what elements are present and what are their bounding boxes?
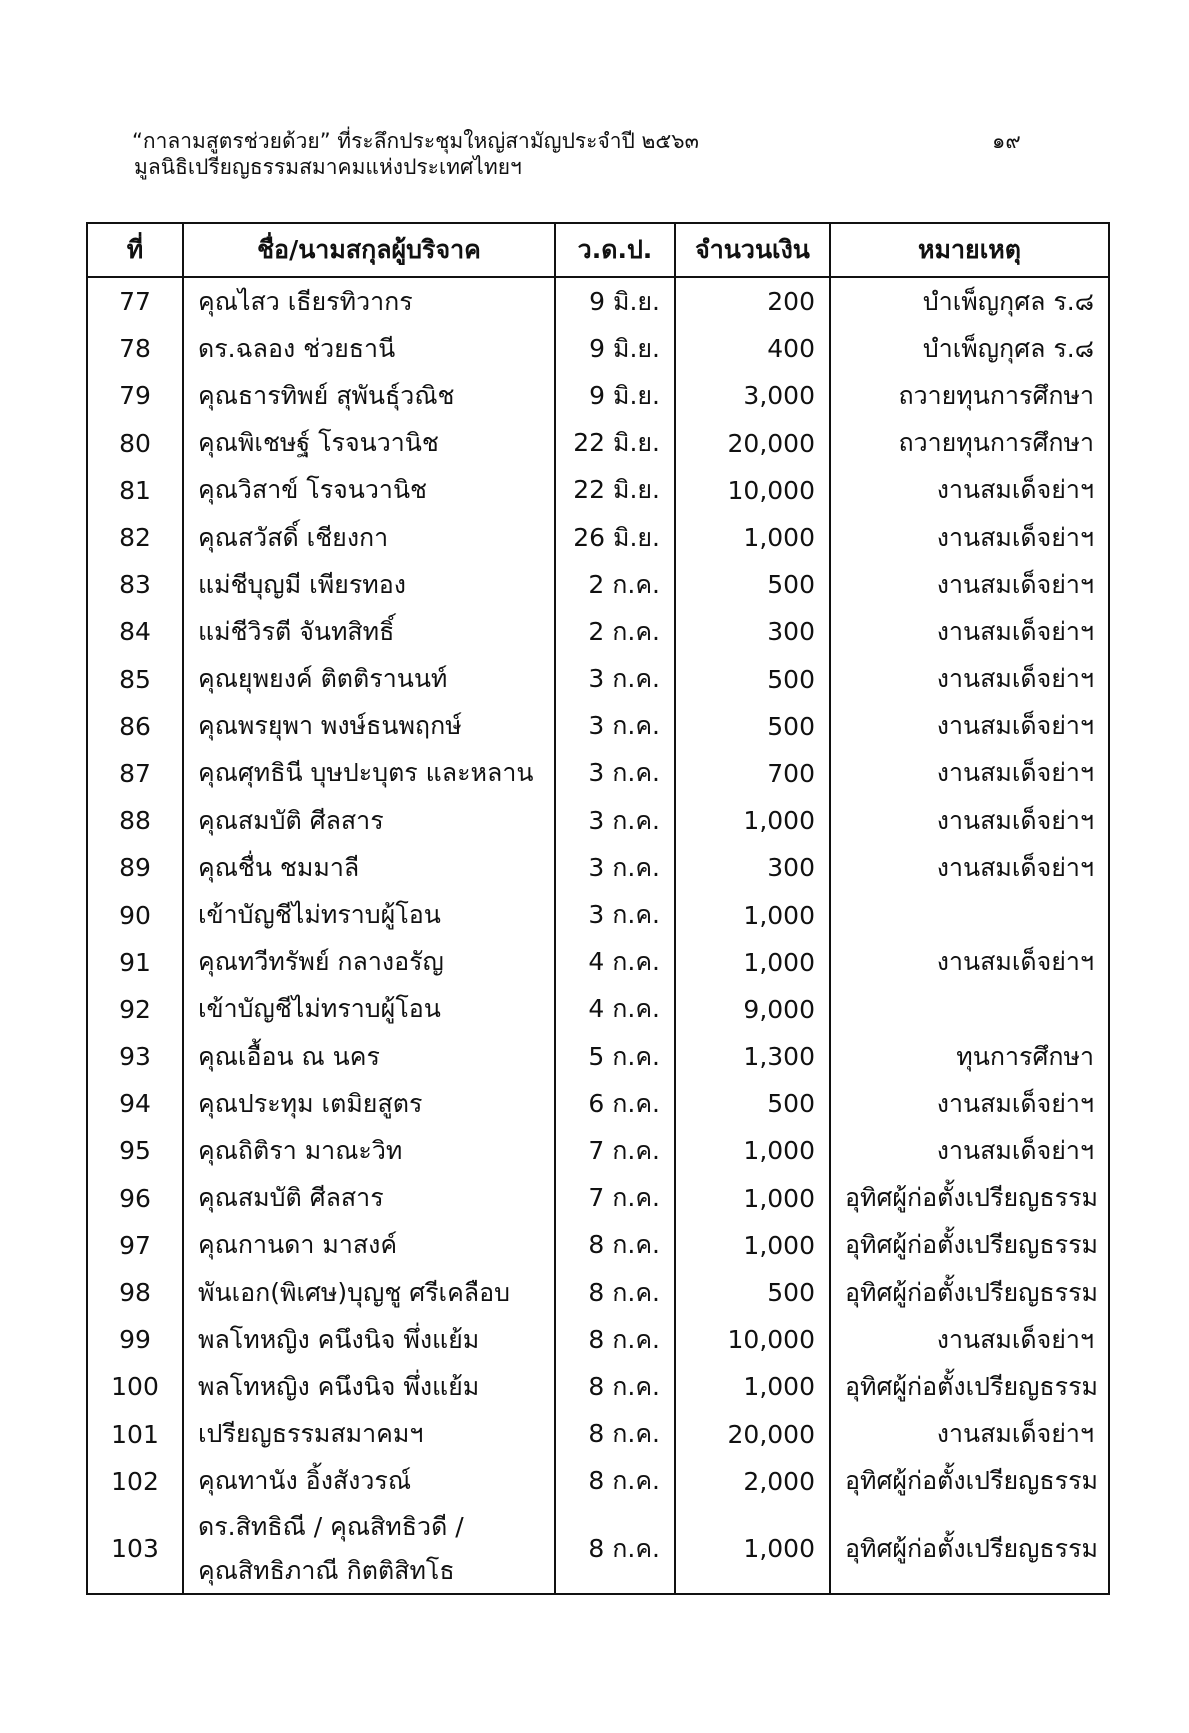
- donation-note: งานสมเด็จย่าฯ: [830, 656, 1109, 703]
- row-number: 85: [87, 656, 183, 703]
- row-number: 96: [87, 1175, 183, 1222]
- row-number: 79: [87, 372, 183, 419]
- donation-amount: 20,000: [675, 420, 830, 467]
- donation-amount: 300: [675, 608, 830, 655]
- donation-amount: 1,000: [675, 797, 830, 844]
- donation-note: บำเพ็ญกุศล ร.๘: [830, 325, 1109, 372]
- donor-name: [183, 1505, 555, 1594]
- table-row: [87, 656, 1109, 703]
- table-row: [87, 986, 1109, 1033]
- donor-name: พลโทหญิง คนึงนิจ พึ่งแย้ม: [183, 1363, 555, 1410]
- donation-amount: 200: [675, 277, 830, 325]
- table-header-row: [87, 223, 1109, 277]
- donor-name: คุณไสว เธียรทิวากร: [183, 277, 555, 325]
- donation-note: ถวายทุนการศึกษา: [830, 420, 1109, 467]
- donation-date: 3 ก.ค.: [555, 750, 675, 797]
- donation-date: 9 มิ.ย.: [555, 277, 675, 325]
- donation-note: งานสมเด็จย่าฯ: [830, 514, 1109, 561]
- donation-note: บำเพ็ญกุศล ร.๘: [830, 277, 1109, 325]
- row-number: 92: [87, 986, 183, 1033]
- table-row: [87, 1363, 1109, 1410]
- donation-date: 3 ก.ค.: [555, 703, 675, 750]
- donation-date: 8 ก.ค.: [555, 1458, 675, 1505]
- donation-note: ทุนการศึกษา: [830, 1033, 1109, 1080]
- donation-date: 4 ก.ค.: [555, 939, 675, 986]
- row-number: 90: [87, 891, 183, 938]
- row-number: 97: [87, 1222, 183, 1269]
- row-number: 86: [87, 703, 183, 750]
- donation-note: งานสมเด็จย่าฯ: [830, 608, 1109, 655]
- donation-note: งานสมเด็จย่าฯ: [830, 1080, 1109, 1127]
- donation-note: ถวายทุนการศึกษา: [830, 372, 1109, 419]
- donation-date: 8 ก.ค.: [555, 1505, 675, 1594]
- donation-amount: 500: [675, 561, 830, 608]
- row-number: 89: [87, 844, 183, 891]
- donor-name-line-1: ดร.สิทธิณี / คุณสิทธิวดี /: [198, 1511, 464, 1541]
- row-number: 91: [87, 939, 183, 986]
- donation-amount: 300: [675, 844, 830, 891]
- table-row: [87, 1458, 1109, 1505]
- row-number: 78: [87, 325, 183, 372]
- table-row: [87, 1127, 1109, 1174]
- donation-date: 8 ก.ค.: [555, 1269, 675, 1316]
- table-row: [87, 750, 1109, 797]
- donation-date: 7 ก.ค.: [555, 1175, 675, 1222]
- donation-date: 6 ก.ค.: [555, 1080, 675, 1127]
- table-row: [87, 277, 1109, 325]
- table-row: [87, 372, 1109, 419]
- donor-name: คุณพิเชษฐ์ โรจนวานิช: [183, 420, 555, 467]
- donation-date: 8 ก.ค.: [555, 1316, 675, 1363]
- donor-name: คุณประทุม เตมิยสูตร: [183, 1080, 555, 1127]
- donation-date: 8 ก.ค.: [555, 1411, 675, 1458]
- donor-name: คุณพรยุพา พงษ์ธนพฤกษ์: [183, 703, 555, 750]
- donor-name: เข้าบัญชีไม่ทราบผู้โอน: [183, 986, 555, 1033]
- donation-date: 22 มิ.ย.: [555, 420, 675, 467]
- table-row: [87, 891, 1109, 938]
- donor-name: พันเอก(พิเศษ)บุญชู ศรีเคลือบ: [183, 1269, 555, 1316]
- table-row: [87, 1033, 1109, 1080]
- donor-name: คุณยุพยงค์ ติตติรานนท์: [183, 656, 555, 703]
- donation-date: 5 ก.ค.: [555, 1033, 675, 1080]
- donation-amount: 1,000: [675, 891, 830, 938]
- donation-date: 8 ก.ค.: [555, 1363, 675, 1410]
- donation-note: งานสมเด็จย่าฯ: [830, 750, 1109, 797]
- row-number: 103: [87, 1505, 183, 1594]
- donor-name: คุณถิติรา มาณะวิท: [183, 1127, 555, 1174]
- row-number: 94: [87, 1080, 183, 1127]
- donation-date: 9 มิ.ย.: [555, 372, 675, 419]
- donation-note: งานสมเด็จย่าฯ: [830, 797, 1109, 844]
- donor-name: คุณวิสาข์ โรจนวานิช: [183, 467, 555, 514]
- page-number: ๑๙: [992, 129, 1021, 153]
- table-row: [87, 467, 1109, 514]
- table-row: [87, 844, 1109, 891]
- donation-amount: 400: [675, 325, 830, 372]
- donation-note: อุทิศผู้ก่อตั้งเปรียญธรรม: [830, 1222, 1109, 1269]
- header-title: “กาลามสูตรช่วยด้วย” ที่ระลึกประชุมใหญ่สามัญประจำปี ๒๕๖๓: [132, 129, 699, 153]
- donation-note: อุทิศผู้ก่อตั้งเปรียญธรรม: [830, 1175, 1109, 1222]
- donation-note: อุทิศผู้ก่อตั้งเปรียญธรรม: [830, 1505, 1109, 1594]
- column-header-no: ที่: [87, 223, 183, 277]
- donor-name: คุณกานดา มาสงค์: [183, 1222, 555, 1269]
- donation-date: 2 ก.ค.: [555, 608, 675, 655]
- table-row: [87, 1269, 1109, 1316]
- donor-name: แม่ชีวิรตี จันทสิทธิ์: [183, 608, 555, 655]
- table-row: [87, 1175, 1109, 1222]
- donation-amount: 3,000: [675, 372, 830, 419]
- donation-amount: 1,000: [675, 1505, 830, 1594]
- row-number: 83: [87, 561, 183, 608]
- page-header: [132, 128, 1052, 180]
- donation-amount: 1,300: [675, 1033, 830, 1080]
- column-header-note: หมายเหตุ: [830, 223, 1109, 277]
- donor-name: คุณสมบัติ ศีลสาร: [183, 797, 555, 844]
- donation-amount: 500: [675, 1269, 830, 1316]
- donor-name: คุณทวีทรัพย์ กลางอรัญ: [183, 939, 555, 986]
- donor-name: เปรียญธรรมสมาคมฯ: [183, 1411, 555, 1458]
- donation-date: 22 มิ.ย.: [555, 467, 675, 514]
- row-number: 77: [87, 277, 183, 325]
- donation-note: งานสมเด็จย่าฯ: [830, 939, 1109, 986]
- donor-name: คุณสวัสดิ์ เชียงกา: [183, 514, 555, 561]
- donor-name: คุณสมบัติ ศีลสาร: [183, 1175, 555, 1222]
- row-number: 98: [87, 1269, 183, 1316]
- donation-note: งานสมเด็จย่าฯ: [830, 561, 1109, 608]
- donation-amount: 1,000: [675, 939, 830, 986]
- row-number: 101: [87, 1411, 183, 1458]
- donation-date: 9 มิ.ย.: [555, 325, 675, 372]
- donation-amount: 1,000: [675, 1222, 830, 1269]
- table-row: [87, 420, 1109, 467]
- donation-amount: 1,000: [675, 1127, 830, 1174]
- row-number: 81: [87, 467, 183, 514]
- table-row: [87, 797, 1109, 844]
- donation-note: งานสมเด็จย่าฯ: [830, 844, 1109, 891]
- donor-name: คุณศุทธินี บุษปะบุตร และหลาน: [183, 750, 555, 797]
- header-foundation-name: มูลนิธิเปรียญธรรมสมาคมแห่งประเทศไทยฯ: [134, 155, 522, 179]
- table-body: [87, 277, 1109, 1594]
- donation-amount: 1,000: [675, 514, 830, 561]
- row-number: 84: [87, 608, 183, 655]
- donation-amount: 500: [675, 1080, 830, 1127]
- donor-name: พลโทหญิง คนึงนิจ พึ่งแย้ม: [183, 1316, 555, 1363]
- row-number: 99: [87, 1316, 183, 1363]
- donation-note: [830, 891, 1109, 938]
- donor-name: คุณชื่น ชมมาลี: [183, 844, 555, 891]
- donor-name: แม่ชีบุญมี เพียรทอง: [183, 561, 555, 608]
- table-row: [87, 514, 1109, 561]
- donation-amount: 500: [675, 703, 830, 750]
- donation-date: 3 ก.ค.: [555, 656, 675, 703]
- row-number: 93: [87, 1033, 183, 1080]
- row-number: 80: [87, 420, 183, 467]
- donation-note: งานสมเด็จย่าฯ: [830, 1316, 1109, 1363]
- row-number: 82: [87, 514, 183, 561]
- donation-date: 3 ก.ค.: [555, 797, 675, 844]
- table-row: [87, 1080, 1109, 1127]
- row-number: 100: [87, 1363, 183, 1410]
- donation-amount: 20,000: [675, 1411, 830, 1458]
- table-row: [87, 1222, 1109, 1269]
- donation-date: 7 ก.ค.: [555, 1127, 675, 1174]
- column-header-amount: จำนวนเงิน: [675, 223, 830, 277]
- donation-date: 2 ก.ค.: [555, 561, 675, 608]
- row-number: 95: [87, 1127, 183, 1174]
- donation-amount: 10,000: [675, 1316, 830, 1363]
- donor-name: ดร.ฉลอง ช่วยธานี: [183, 325, 555, 372]
- donation-date: 26 มิ.ย.: [555, 514, 675, 561]
- donor-name: คุณทานัง อิ้งสังวรณ์: [183, 1458, 555, 1505]
- table-row: [87, 939, 1109, 986]
- donation-amount: 500: [675, 656, 830, 703]
- row-number: 102: [87, 1458, 183, 1505]
- donor-name-line-2: คุณสิทธิภาณี กิตติสิทโธ: [198, 1555, 455, 1585]
- table-row: [87, 608, 1109, 655]
- donation-note: อุทิศผู้ก่อตั้งเปรียญธรรม: [830, 1458, 1109, 1505]
- row-number: 87: [87, 750, 183, 797]
- donation-note: งานสมเด็จย่าฯ: [830, 703, 1109, 750]
- donation-amount: 700: [675, 750, 830, 797]
- table-row: [87, 561, 1109, 608]
- table-row: [87, 1411, 1109, 1458]
- table-row: [87, 325, 1109, 372]
- donation-amount: 2,000: [675, 1458, 830, 1505]
- table-row: [87, 1316, 1109, 1363]
- donor-name: เข้าบัญชีไม่ทราบผู้โอน: [183, 891, 555, 938]
- donation-amount: 1,000: [675, 1175, 830, 1222]
- row-number: 88: [87, 797, 183, 844]
- donation-note: อุทิศผู้ก่อตั้งเปรียญธรรม: [830, 1363, 1109, 1410]
- donation-amount: 9,000: [675, 986, 830, 1033]
- donor-name: คุณธารทิพย์ สุพันธุ์วณิช: [183, 372, 555, 419]
- table-row: [87, 703, 1109, 750]
- column-header-date: ว.ด.ป.: [555, 223, 675, 277]
- donation-note: งานสมเด็จย่าฯ: [830, 1127, 1109, 1174]
- donation-amount: 1,000: [675, 1363, 830, 1410]
- donation-date: 3 ก.ค.: [555, 844, 675, 891]
- donation-note: อุทิศผู้ก่อตั้งเปรียญธรรม: [830, 1269, 1109, 1316]
- donation-note: งานสมเด็จย่าฯ: [830, 1411, 1109, 1458]
- donation-date: 3 ก.ค.: [555, 891, 675, 938]
- table-row: [87, 1505, 1109, 1594]
- donation-note: งานสมเด็จย่าฯ: [830, 467, 1109, 514]
- donation-date: 4 ก.ค.: [555, 986, 675, 1033]
- donor-name: คุณเอื้อน ณ นคร: [183, 1033, 555, 1080]
- donation-note: [830, 986, 1109, 1033]
- donations-table: [86, 222, 1110, 1595]
- column-header-name: ชื่อ/นามสกุลผู้บริจาค: [183, 223, 555, 277]
- donation-amount: 10,000: [675, 467, 830, 514]
- donation-date: 8 ก.ค.: [555, 1222, 675, 1269]
